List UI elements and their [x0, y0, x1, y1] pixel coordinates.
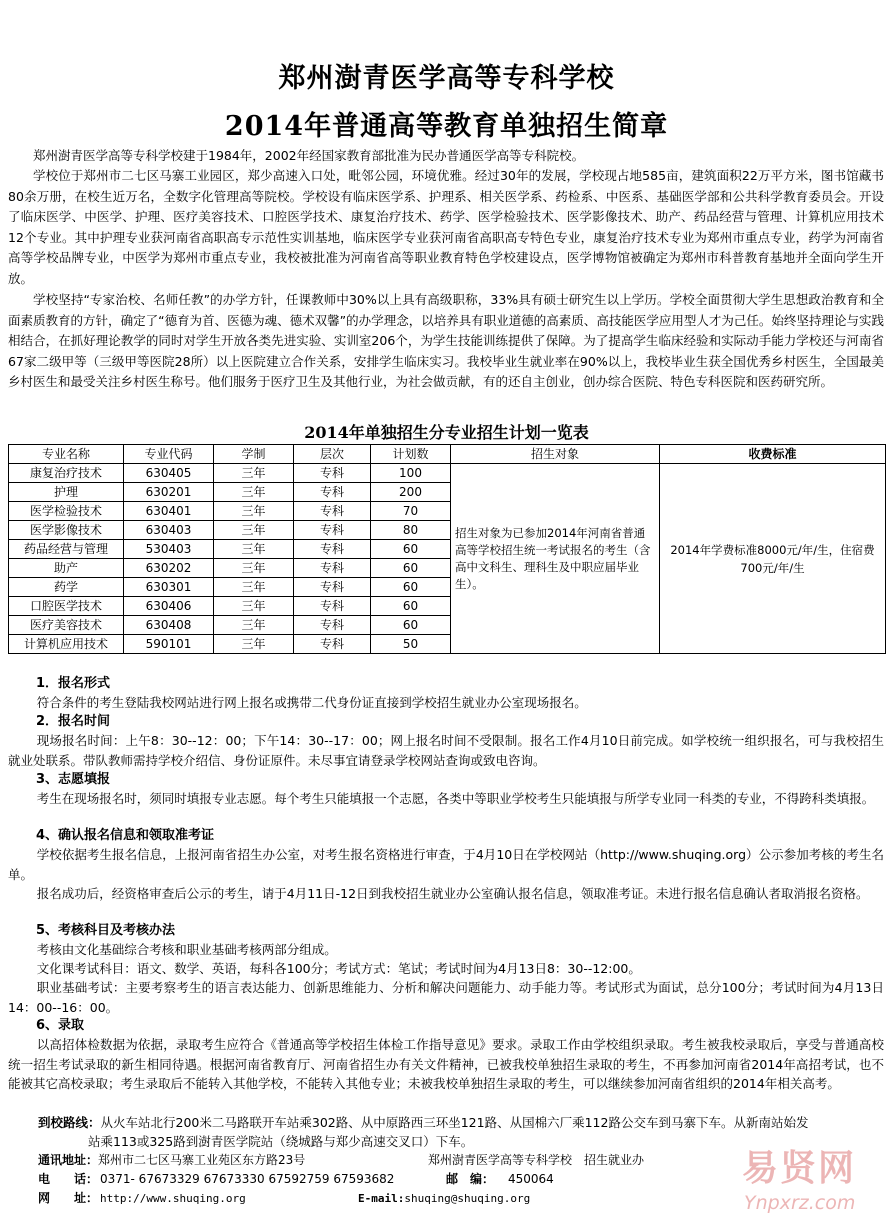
website-label: 网 址：: [38, 1191, 99, 1205]
cell-major-name: 护理: [9, 483, 124, 502]
cell-major-code: 630401: [124, 502, 214, 521]
cell-major-code: 530403: [124, 540, 214, 559]
cell-duration: 三年: [214, 521, 294, 540]
cell-level: 专科: [294, 616, 371, 635]
cell-major-code: 630301: [124, 578, 214, 597]
header-fee: 收费标准: [660, 445, 886, 464]
section-4-title: 4、确认报名信息和领取准考证: [36, 828, 215, 843]
plan-table-title: 2014年单独招生分专业招生计划一览表: [304, 423, 589, 442]
website-link[interactable]: http://www.shuqing.org: [100, 1192, 246, 1205]
header-duration: 学制: [214, 445, 294, 464]
postcode-line: [446, 1170, 554, 1188]
cell-duration: 三年: [214, 540, 294, 559]
table-row: [9, 464, 886, 483]
table-header-row: [9, 445, 886, 464]
cell-quota: 200: [371, 483, 451, 502]
cell-major-code: 630408: [124, 616, 214, 635]
cell-duration: 三年: [214, 578, 294, 597]
phone-line: [38, 1170, 394, 1188]
section-5-text-1: 考核由文化基础综合考核和职业基础考核两部分组成。: [36, 942, 337, 957]
email-link[interactable]: shuqing@shuqing.org: [404, 1192, 531, 1205]
intro-paragraph-2: 学校位于郑州市二七区马寨工业园区，郑少高速入口处，毗邻公园，环境优雅。经过30年的发展，学校现占地585亩，建筑面积22万平方米，图书馆藏书80余万册，在校生近万名，全数字化管理高等院校。学校设有临床医学系、护理系、相关医学系、药检系、中医系、基础医学部和公共科学教育委员会。开设了临床医学、中医学、护理、医疗美容技术、口腔医学技术、康复治疗技术、药学、医学检验技术、医学影像技术、助产、药品经营与管理、计算机应用技术12个专业。其中护理专业获河南省高职高专示范性实训基地，临床医学专业获河南省高职高专特色专业，康复治疗技术专业为郑州市重点专业，药学为河南省高等学校品牌专业，中医学为郑州市重点专业，我校被批准为河南省高等职业教育特色学校建设点，医学博物馆被确定为郑州市科普教育基地并全面向学生开放。: [8, 168, 884, 286]
cell-quota: 70: [371, 502, 451, 521]
cell-fee: 2014年学费标准8000元/年/生，住宿费700元/年/生: [660, 464, 886, 654]
intro-paragraph-1: 郑州澍青医学高等专科学校建于1984年，2002年经国家教育部批准为民办普通医学高等专科院校。: [33, 148, 585, 163]
section-1-text: 符合条件的考生登陆我校网站进行网上报名或携带二代身份证直接到学校招生就业办公室现场报名。: [36, 695, 587, 710]
route-text-2: 站乘113或325路到澍青医学院站（绕城路与郑少高速交叉口）下车。: [88, 1134, 474, 1149]
cell-duration: 三年: [214, 597, 294, 616]
cell-target: 招生对象为已参加2014年河南省普通高等学校招生统一考试报名的考生（含高中文科生、理科生及中职应届毕业生）。: [451, 464, 660, 654]
page-subtitle: 2014年普通高等教育单独招生简章: [224, 111, 669, 142]
cell-major-code: 630403: [124, 521, 214, 540]
watermark-sub-text: Ynpxrz.com: [744, 1192, 856, 1214]
cell-major-code: 630202: [124, 559, 214, 578]
cell-level: 专科: [294, 635, 371, 654]
watermark-main-text: 易贤网: [742, 1148, 857, 1189]
cell-duration: 三年: [214, 502, 294, 521]
section-2-text: 现场报名时间：上午8：30--12：00；下午14：30--17：00；网上报名时间不受限制。报名工作4月10日前完成。如学校统一组织报名，可与我校招生就业处联系。带队教师需持学校介绍信、身份证原件。未尽事宜请登录学校网站查询或致电咨询。: [8, 733, 884, 768]
office-name: [428, 1151, 644, 1169]
cell-quota: 60: [371, 540, 451, 559]
address-line: [38, 1151, 305, 1169]
cell-level: 专科: [294, 521, 371, 540]
cell-level: 专科: [294, 502, 371, 521]
cell-major-name: 计算机应用技术: [9, 635, 124, 654]
section-1-title: 1．报名形式: [36, 676, 111, 691]
cell-quota: 50: [371, 635, 451, 654]
cell-major-name: 口腔医学技术: [9, 597, 124, 616]
cell-level: 专科: [294, 597, 371, 616]
cell-major-name: 康复治疗技术: [9, 464, 124, 483]
cell-quota: 80: [371, 521, 451, 540]
section-3-text: 考生在现场报名时，须同时填报专业志愿。每个考生只能填报一个志愿，各类中等职业学校考生只能填报与所学专业同一科类的专业，不得跨科类填报。: [36, 791, 875, 806]
cell-quota: 60: [371, 578, 451, 597]
cell-major-code: 630405: [124, 464, 214, 483]
phone-label: 电 话：: [38, 1172, 99, 1186]
section-6-text: 以高招体检数据为依据，录取考生应符合《普通高等学校招生体检工作指导意见》要求。录取工作由学校组织录取。考生被我校录取后，享受与普通高校统一招生考试录取的新生相同待遇。根据河南省教育厅、河南省招生办有关文件精神，已被我校单独招生录取的考生，不再参加河南省2014年高招考试，也不能被其它高校录取；考生录取后不能转入其他学校，不能转入其他专业；未被我校单独招生录取的考生，可以继续参加河南省组织的2014年相关高考。: [8, 1037, 884, 1091]
postcode-label: 邮 编：: [446, 1172, 495, 1186]
cell-duration: 三年: [214, 464, 294, 483]
intro-paragraph-3: 学校坚持“专家治校、名师任教”的办学方针，任课教师中30%以上具有高级职称，33%具有硕士研究生以上学历。学校全面贯彻大学生思想政治教育和全面素质教育的方针，确定了“德育为首、医德为魂、德术双馨”的办学理念，以培养具有职业道德的高素质、高技能医学应用型人才为己任。始终坚持理论与实践相结合，在抓好理论教学的同时对学生开放各类先进实验、实训室206个，为学生技能训练提供了保障。为了提高学生临床经验和实际动手能力学校还与河南省67家二级甲等（三级甲等医院28所）以上医院建立合作关系，安排学生临床实习。我校毕业生就业率在90%以上，我校毕业生获全国优秀乡村医生，全国最美乡村医生和最受关注乡村医生称号。他们服务于医疗卫生及其他行业，为社会做贡献，有的还自主创业，创办综合医院、特色专科医院和医药研究所。: [8, 292, 884, 390]
cell-quota: 60: [371, 559, 451, 578]
website-line: [38, 1189, 246, 1208]
section-5-text-3: 职业基础考试：主要考察考生的语言表达能力、创新思维能力、分析和解决问题能力、动手能力等。考试形式为面试，总分100分；考试时间为4月13日14：00--16：00。: [8, 980, 884, 1015]
site-watermark: [740, 1140, 890, 1230]
cell-level: 专科: [294, 540, 371, 559]
cell-major-code: 630201: [124, 483, 214, 502]
cell-level: 专科: [294, 483, 371, 502]
cell-quota: 100: [371, 464, 451, 483]
section-3-title: 3、志愿填报: [36, 772, 111, 787]
section-5-title: 5、考核科目及考核办法: [36, 923, 176, 938]
route-line-1: [8, 1113, 884, 1132]
section-2-title: 2．报名时间: [36, 714, 111, 729]
cell-major-name: 药学: [9, 578, 124, 597]
phone-value: 0371- 67673329 67673330 67592759 67593682: [100, 1172, 395, 1186]
cell-duration: 三年: [214, 483, 294, 502]
header-major-name: 专业名称: [9, 445, 124, 464]
cell-level: 专科: [294, 464, 371, 483]
header-quota: 计划数: [371, 445, 451, 464]
cell-level: 专科: [294, 578, 371, 597]
cell-major-name: 医学影像技术: [9, 521, 124, 540]
postcode-value: 450064: [508, 1172, 554, 1186]
enrollment-plan-table: [8, 444, 886, 654]
cell-major-code: 630406: [124, 597, 214, 616]
office-value: 郑州澍青医学高等专科学校 招生就业办: [428, 1153, 645, 1167]
header-level: 层次: [294, 445, 371, 464]
cell-major-name: 医疗美容技术: [9, 616, 124, 635]
cell-major-name: 助产: [9, 559, 124, 578]
cell-quota: 60: [371, 597, 451, 616]
section-5-text-2: 文化课考试科目：语文、数学、英语，每科各100分；考试方式：笔试；考试时间为4月13日8：30--12:00。: [36, 961, 641, 976]
cell-level: 专科: [294, 559, 371, 578]
header-target: 招生对象: [451, 445, 660, 464]
cell-quota: 60: [371, 616, 451, 635]
cell-major-name: 药品经营与管理: [9, 540, 124, 559]
route-text-1: 从火车站北行200米二马路联开车站乘302路、从中原路西三环坐121路、从国棉六厂乘112路公交车到马寨下车。从新南站始发: [100, 1115, 809, 1130]
address-label: 通讯地址：: [38, 1153, 99, 1167]
cell-major-code: 590101: [124, 635, 214, 654]
cell-major-name: 医学检验技术: [9, 502, 124, 521]
cell-duration: 三年: [214, 559, 294, 578]
section-4-text-1: 学校依据考生报名信息，上报河南省招生办公室，对考生报名资格进行审查，于4月10日在学校网站（http://www.shuqing.org）公示参加考核的考生名单。: [8, 847, 884, 882]
section-4-text-2: 报名成功后，经资格审查后公示的考生，请于4月11日-12日到我校招生就业办公室确认报名信息，领取准考证。未进行报名信息确认者取消报名资格。: [36, 886, 869, 901]
cell-duration: 三年: [214, 635, 294, 654]
header-major-code: 专业代码: [124, 445, 214, 464]
cell-duration: 三年: [214, 616, 294, 635]
address-value: 郑州市二七区马寨工业苑区东方路23号: [98, 1153, 306, 1167]
page-title: 郑州澍青医学高等专科学校: [278, 63, 615, 94]
route-label: 到校路线：: [38, 1115, 101, 1130]
email-line: [358, 1189, 530, 1208]
section-6-title: 6、录取: [36, 1018, 85, 1033]
email-label: E-mail:: [358, 1192, 405, 1205]
